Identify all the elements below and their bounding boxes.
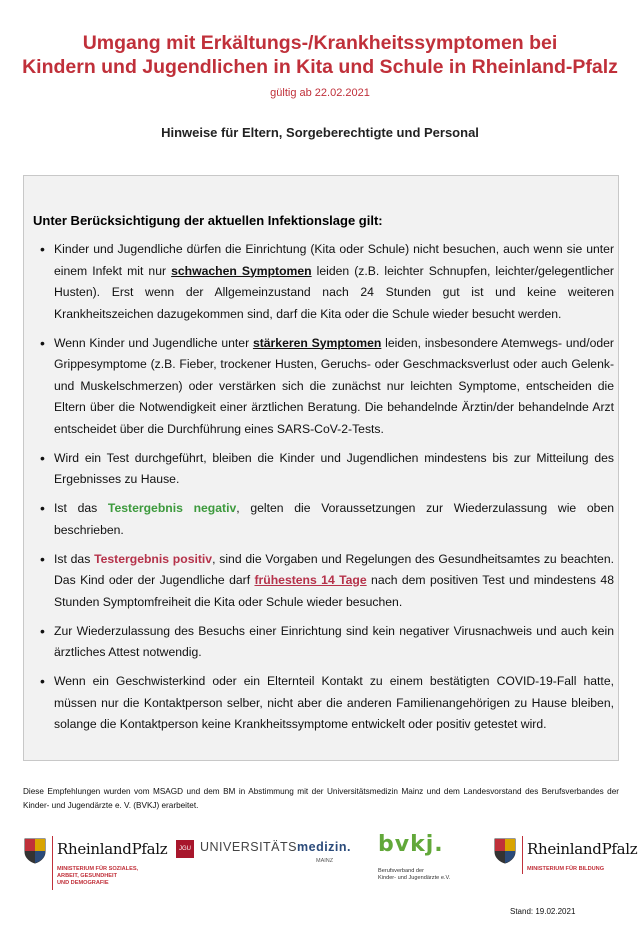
list-item: • Kinder und Jugendliche dürfen die Einrichtung (Kita oder Schule) nicht besuchen, auch wenn sie unter einem Infekt mit nur schwachen Symptomen leiden (z.B. leichter Schnupfen, leichter/gelegentlicher Husten). Erst wenn der Allgemeinzustand nach 24 Stunden gut ist und keine weiteren Krankheitszeichen dazugekommen sind, darf die Kita oder die Schule wieder besucht werden. xyxy=(36,239,614,325)
subtitle: Hinweise für Eltern, Sorgeberechtigte und Personal xyxy=(161,125,479,140)
rlp-wordmark: RheinlandPfalz xyxy=(57,840,168,858)
unimedizin-wordmark: UNIVERSITÄTSmedizin. xyxy=(200,840,352,854)
positive-result-highlight: Testergebnis positiv xyxy=(94,551,213,566)
rlp-msagd-logo xyxy=(24,836,174,892)
list-item: • Wird ein Test durchgeführt, bleiben die Kinder und Jugendlichen mindestens bis zur Mitteilung des Ergebnisses zu Hause. xyxy=(36,448,614,491)
jgu-badge: JGU xyxy=(176,840,194,858)
list-item: • Zur Wiederzulassung des Besuchs einer Einrichtung sind kein negativer Virusnachweis und auch kein ärztliches Attest notwendig. xyxy=(36,621,614,664)
rlp-bm-ministry-line: MINISTERIUM FÜR BILDUNG xyxy=(527,866,605,872)
list-item: • Wenn Kinder und Jugendliche unter stärkeren Symptomen leiden, insbesondere Atemwegs- und/oder Grippesymptome (z.B. Fieber, trockener Husten, Geruchs- oder Geschmacksverlust oder auch Gelenk- und Muskelschmerzen) oder verstärken sich die zunächst nur leichten Symptome, entscheiden die Eltern über die Notwendigkeit einer ärztlichen Beratung. Die behandelnde Ärztin/der behandelnde Arzt entscheidet über die Durchführung eines SARS-CoV-2-Tests. xyxy=(36,333,614,441)
coat-of-arms-icon xyxy=(24,838,46,864)
strong-symptoms-highlight: stärkeren Symptomen xyxy=(252,335,382,350)
info-box xyxy=(23,175,619,761)
rlp-ministry-line-2: ARBEIT, GESUNDHEIT xyxy=(57,873,117,879)
bvkj-wordmark: bvkj. xyxy=(378,832,444,857)
intro-heading: Unter Berücksichtigung der aktuellen Infektionslage gilt: xyxy=(33,213,383,228)
unimedizin-city: MAINZ xyxy=(316,858,334,864)
logo-row xyxy=(0,830,640,890)
list-item: • Ist das Testergebnis positiv, sind die Vorgaben und Regelungen des Gesundheitsamtes zu beachten. Das Kind oder der Jugendliche darf frühestens 14 Tage nach dem positiven Test und mindestens 48 Stunden Symptomfreiheit die Kita oder Schule wieder besuchen. xyxy=(36,549,614,614)
rlp-ministry-line-3: UND DEMOGRAFIE xyxy=(57,880,109,886)
fourteen-days-highlight: frühestens 14 Tage xyxy=(254,573,367,587)
list-item: • Wenn ein Geschwisterkind oder ein Elternteil Kontakt zu einem bestätigten COVID-19-Fall hatte, müssen nur die Kontaktperson selber, nicht aber die anderen Familienangehörigen zu Hause bleiben, solange die Kontaktperson keine Krankheitssymptome entwickelt oder positiv getestet wird. xyxy=(36,671,614,736)
coat-of-arms-icon xyxy=(494,838,516,864)
footnote: Diese Empfehlungen wurden vom MSAGD und dem BM in Abstimmung mit der Universitätsmedizin Mainz und dem Landesvorstand des Berufsverbandes der Kinder- und Jugendärzte e. V. (BVKJ) erarbeitet. xyxy=(23,787,619,810)
bvkj-sub-line-1: Berufsverband der xyxy=(378,868,425,874)
negative-result-highlight: Testergebnis negativ xyxy=(107,501,237,515)
list-item: • Ist das Testergebnis negativ, gelten die Voraussetzungen zur Wiederzulassung wie oben beschrieben. xyxy=(36,498,614,541)
rlp-wordmark: RheinlandPfalz xyxy=(527,840,638,858)
bvkj-sub-line-2: Kinder- und Jugendärzte e.V. xyxy=(378,875,451,881)
title-line-2: Kindern und Jugendlichen in Kita und Schule in Rheinland-Pfalz xyxy=(22,56,618,78)
unimedizin-logo xyxy=(176,838,356,878)
bvkj-logo xyxy=(378,832,478,886)
rules-list xyxy=(36,239,614,743)
rlp-bm-logo xyxy=(494,836,638,876)
valid-from: gültig ab 22.02.2021 xyxy=(270,87,370,99)
title-line-1: Umgang mit Erkältungs-/Krankheitssymptomen bei xyxy=(82,32,558,54)
rlp-ministry-line-1: MINISTERIUM FÜR SOZIALES, xyxy=(57,866,139,872)
weak-symptoms-highlight: schwachen Symptomen xyxy=(171,263,312,278)
stand-date: Stand: 19.02.2021 xyxy=(510,907,576,916)
